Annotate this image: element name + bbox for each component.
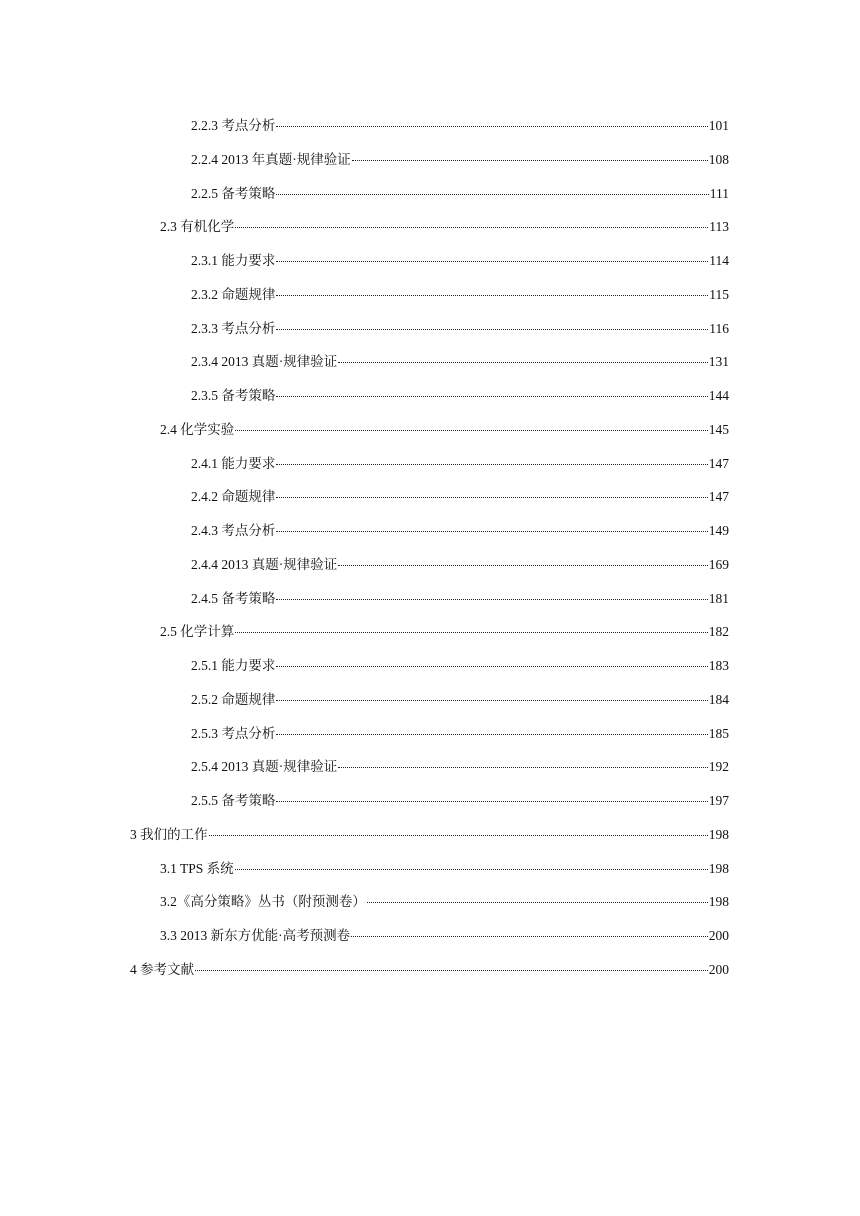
toc-entry-title: 3.2《高分策略》丛书（附预测卷） <box>160 894 366 910</box>
toc-entry-title: 4 参考文献 <box>130 961 195 977</box>
toc-entry-title: 2.3.4 2013 真题·规律验证 <box>191 354 338 370</box>
toc-entry-title: 2.2.5 备考策略 <box>191 185 276 201</box>
dot-leader <box>276 329 708 330</box>
toc-entry-title: 2.4.1 能力要求 <box>191 455 276 471</box>
toc-entry-line <box>191 727 860 741</box>
toc-entry-line <box>160 423 860 437</box>
toc-page-number: 183 <box>708 658 729 674</box>
dot-leader <box>276 801 707 802</box>
toc-page-number: 182 <box>708 624 729 640</box>
toc-entry[interactable] <box>0 953 860 987</box>
toc-entry-title: 2.4.4 2013 真题·规律验证 <box>191 556 338 572</box>
dot-leader <box>276 666 707 667</box>
toc-entry[interactable] <box>0 818 860 852</box>
dot-leader <box>276 396 707 397</box>
toc-entry[interactable] <box>0 919 860 953</box>
dot-leader <box>235 632 708 633</box>
dot-leader <box>276 126 707 127</box>
toc-page-number: 192 <box>708 759 729 775</box>
toc-entry-title: 2.5 化学计算 <box>160 624 235 640</box>
toc-entry-title: 2.3.2 命题规律 <box>191 286 276 302</box>
toc-entry[interactable] <box>0 109 860 143</box>
toc-entry[interactable] <box>0 683 860 717</box>
dot-leader <box>235 869 708 870</box>
dot-leader <box>276 531 707 532</box>
toc-page-number: 147 <box>708 489 729 505</box>
toc-page-number: 198 <box>708 894 729 910</box>
toc-entry-title: 2.3 有机化学 <box>160 219 235 235</box>
toc-entry-title: 2.4.5 备考策略 <box>191 590 276 606</box>
toc-entry-title: 2.4.3 考点分析 <box>191 523 276 539</box>
toc-entry-line <box>191 760 860 774</box>
toc-page-number: 145 <box>708 421 729 437</box>
toc-entry[interactable] <box>0 649 860 683</box>
toc-entry-line <box>160 220 860 234</box>
toc-entry-title: 2.5.4 2013 真题·规律验证 <box>191 759 338 775</box>
dot-leader <box>195 970 708 971</box>
toc-page-number: 147 <box>708 455 729 471</box>
dot-leader <box>338 362 708 363</box>
toc-entry[interactable] <box>0 177 860 211</box>
toc-entry-line <box>191 558 860 572</box>
toc-entry-line <box>160 895 860 909</box>
toc-entry-line <box>191 187 860 201</box>
toc-page-number: 115 <box>709 286 729 302</box>
toc-page-number: 200 <box>708 961 729 977</box>
toc-page-number: 111 <box>709 185 729 201</box>
toc-page-number: 198 <box>708 860 729 876</box>
toc-entry-line <box>191 355 860 369</box>
toc-entry-title: 2.5.3 考点分析 <box>191 725 276 741</box>
toc-page-number: 144 <box>708 388 729 404</box>
toc-entry-line <box>130 963 860 977</box>
dot-leader <box>276 497 707 498</box>
toc-entry[interactable] <box>0 480 860 514</box>
toc-page-number: 149 <box>708 523 729 539</box>
toc-entry-title: 2.5.1 能力要求 <box>191 658 276 674</box>
dot-leader <box>351 936 708 937</box>
dot-leader <box>276 464 707 465</box>
toc-entry-line <box>160 929 860 943</box>
toc-entry-line <box>160 862 860 876</box>
toc-entry-line <box>191 322 860 336</box>
toc-entry-title: 2.3.5 备考策略 <box>191 388 276 404</box>
toc-entry[interactable] <box>0 447 860 481</box>
toc-entry[interactable] <box>0 514 860 548</box>
toc-entry-line <box>191 490 860 504</box>
toc-page-number: 114 <box>709 253 729 269</box>
dot-leader <box>276 734 707 735</box>
dot-leader <box>276 261 708 262</box>
toc-entry[interactable] <box>0 379 860 413</box>
toc-page-number: 113 <box>709 219 729 235</box>
toc-entry-line <box>191 254 860 268</box>
dot-leader <box>276 194 708 195</box>
toc-page-number: 185 <box>708 725 729 741</box>
toc-entry-line <box>191 119 860 133</box>
toc-entry[interactable] <box>0 413 860 447</box>
toc-page-number: 200 <box>708 928 729 944</box>
toc-page-number: 101 <box>708 118 729 134</box>
toc-page-number: 197 <box>708 793 729 809</box>
dot-leader <box>235 227 708 228</box>
toc-page-number: 116 <box>709 320 729 336</box>
toc-entry[interactable] <box>0 278 860 312</box>
table-of-contents <box>0 109 860 987</box>
toc-entry-line <box>130 828 860 842</box>
dot-leader <box>338 565 708 566</box>
toc-entry-line <box>191 659 860 673</box>
toc-entry-title: 2.2.3 考点分析 <box>191 118 276 134</box>
toc-entry-title: 2.5.2 命题规律 <box>191 691 276 707</box>
dot-leader <box>235 430 708 431</box>
toc-entry-line <box>191 524 860 538</box>
toc-entry-line <box>191 153 860 167</box>
toc-entry[interactable] <box>0 784 860 818</box>
toc-entry[interactable] <box>0 717 860 751</box>
dot-leader <box>367 902 708 903</box>
toc-entry-line <box>191 389 860 403</box>
toc-entry[interactable] <box>0 312 860 346</box>
toc-entry-title: 2.3.3 考点分析 <box>191 320 276 336</box>
toc-entry[interactable] <box>0 345 860 379</box>
toc-entry[interactable] <box>0 885 860 919</box>
toc-entry[interactable] <box>0 582 860 616</box>
toc-entry[interactable] <box>0 244 860 278</box>
toc-entry-title: 2.3.1 能力要求 <box>191 253 276 269</box>
toc-entry-line <box>191 288 860 302</box>
dot-leader <box>352 160 708 161</box>
toc-page-number: 169 <box>708 556 729 572</box>
toc-entry-title: 2.4 化学实验 <box>160 421 235 437</box>
toc-entry-title: 2.2.4 2013 年真题·规律验证 <box>191 151 351 167</box>
toc-page-number: 184 <box>708 691 729 707</box>
toc-entry-title: 3.1 TPS 系统 <box>160 860 234 876</box>
toc-entry-title: 3 我们的工作 <box>130 826 208 842</box>
dot-leader <box>276 700 707 701</box>
toc-entry[interactable] <box>0 750 860 784</box>
toc-page-number: 131 <box>708 354 729 370</box>
toc-entry-line <box>191 794 860 808</box>
dot-leader <box>338 767 708 768</box>
toc-entry-line <box>160 625 860 639</box>
toc-entry[interactable] <box>0 548 860 582</box>
toc-entry[interactable] <box>0 615 860 649</box>
toc-entry-title: 2.4.2 命题规律 <box>191 489 276 505</box>
toc-page-number: 108 <box>708 151 729 167</box>
toc-entry-title: 3.3 2013 新东方优能·高考预测卷 <box>160 928 351 944</box>
toc-entry-title: 2.5.5 备考策略 <box>191 793 276 809</box>
toc-entry[interactable] <box>0 143 860 177</box>
dot-leader <box>209 835 708 836</box>
toc-page-number: 181 <box>708 590 729 606</box>
toc-entry-line <box>191 457 860 471</box>
toc-entry-line <box>191 693 860 707</box>
dot-leader <box>276 295 708 296</box>
toc-entry-line <box>191 592 860 606</box>
toc-entry[interactable] <box>0 210 860 244</box>
dot-leader <box>276 599 707 600</box>
toc-entry[interactable] <box>0 852 860 886</box>
toc-page-number: 198 <box>708 826 729 842</box>
